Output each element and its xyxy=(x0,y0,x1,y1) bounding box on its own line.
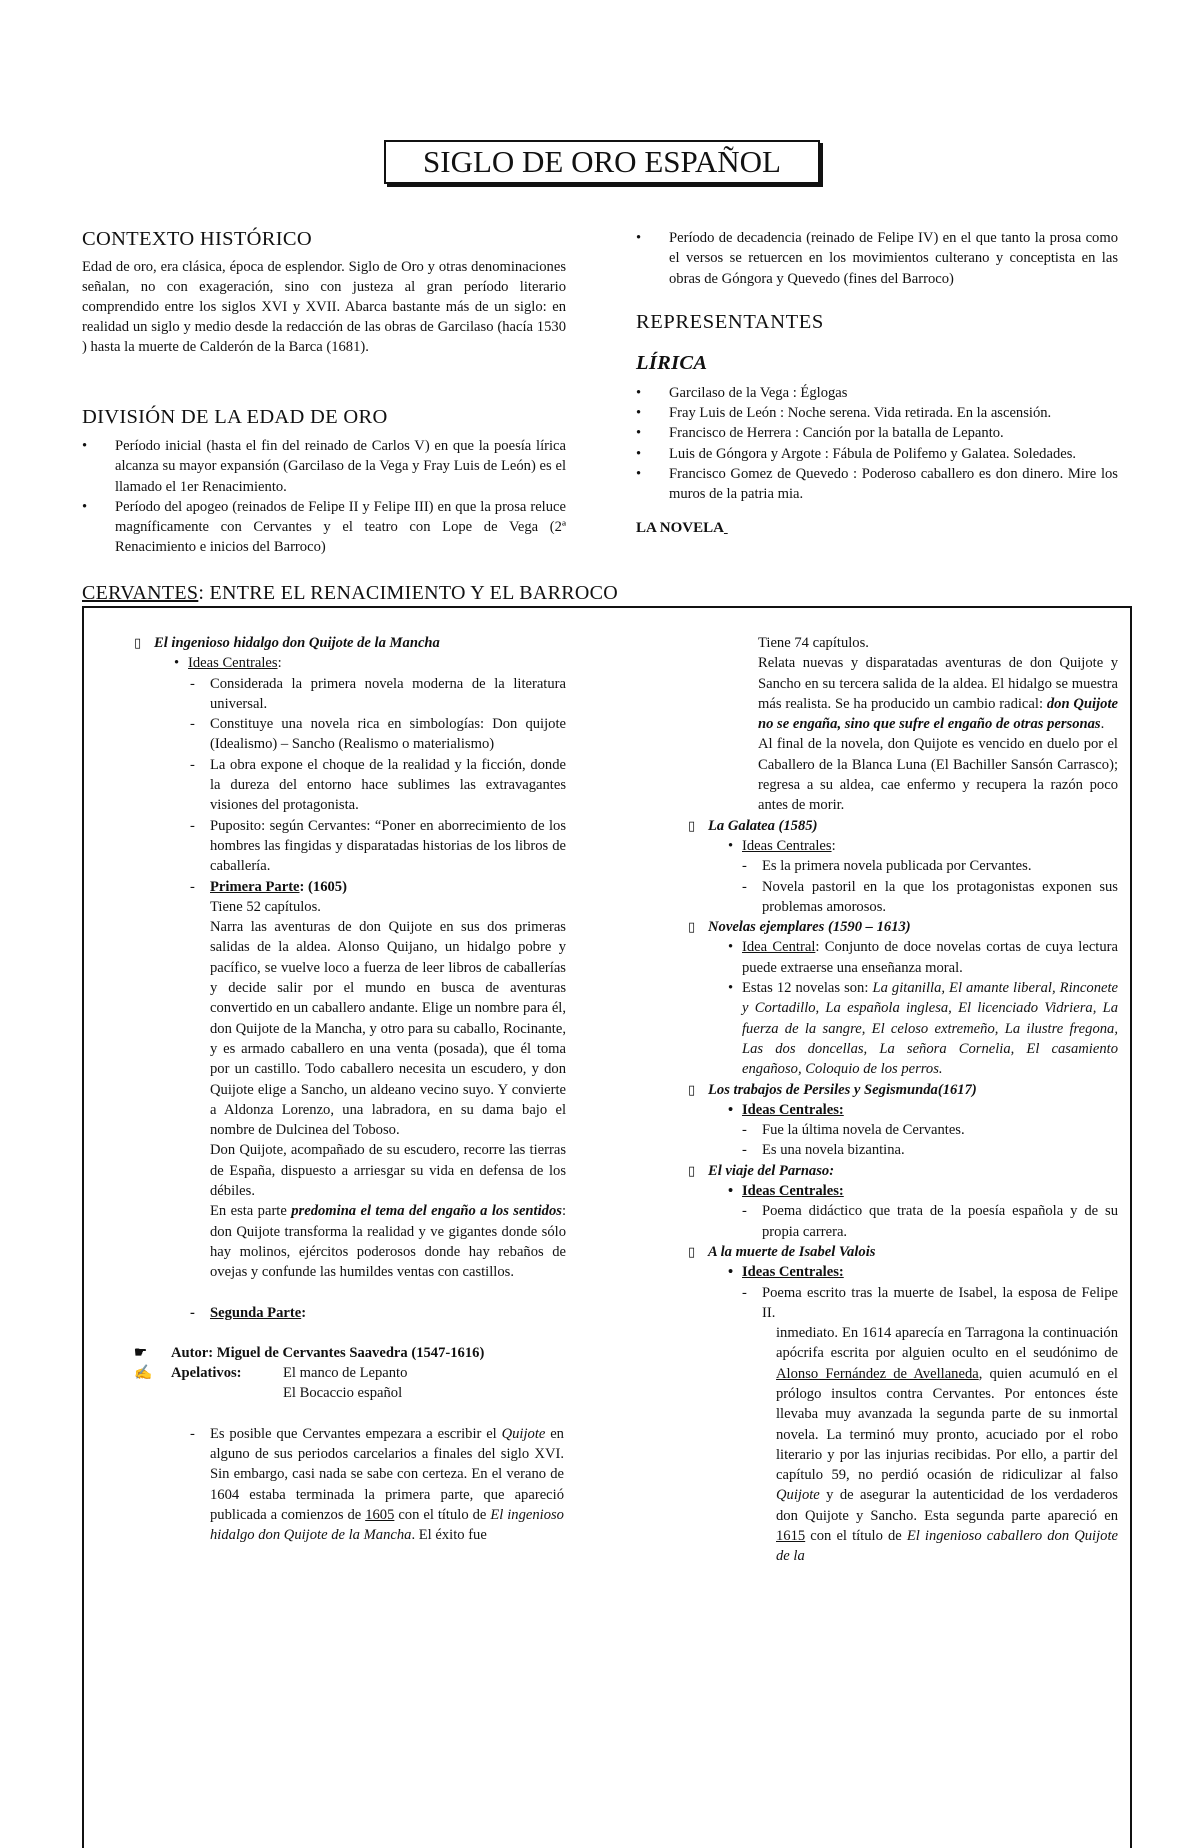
valois-ideas-label: • Ideas Centrales: xyxy=(724,1262,1118,1282)
lirica-item: • Luis de Góngora y Argote : Fábula de Polifemo y Galatea. Soledades. xyxy=(636,444,1118,464)
primera-parte: - Primera Parte: (1605) Tiene 52 capítulos. Narra las aventuras de don Quijote en sus dos primeras salidas de la aldea. Alonso Quijano, un hidalgo pobre y pacífico, se vuelve loco a fuerza de leer libros de caballerías y decide salir por el mundo en busca de aventuras convertido en un caballero andante. Elige un nombre para él, don Quijote de la Mancha, y otro para su caballo, Rocinante, y es armado caballero en una venta (posada), que él toma por un castillo. Todo caballero necesita un escudero, y don Quijote elige a Sancho, un aldeano vecino suyo. Y convierte a Aldonza Lorenzo, una labradora, en su dama bajo el nombre de Dulcinea del Toboso. Don Quijote, acompañado de su escudero, recorre las tierras de España, dispuesto a arriesgar su vida en defensa de los débiles. En esta parte predomina el tema del engaño a los sentidos: don Quijote transforma la realidad y ve gigantes donde sólo hay molinos, ejércitos poderosos donde hay rebaños de ovejas y confunde las humildes ventas con castillos. xyxy=(190,877,566,1283)
page-title: SIGLO DE ORO ESPAÑOL xyxy=(384,140,820,184)
right-top-column xyxy=(636,228,1118,538)
valois-item: - Poema escrito tras la muerte de Isabel, la esposa de Felipe II. xyxy=(742,1283,1118,1324)
galatea-item: - Novela pastoril en la que los protagonistas exponen sus problemas amorosos. xyxy=(742,877,1118,918)
persiles-item: - Es una novela bizantina. xyxy=(742,1140,1118,1160)
parnaso-title: ▯ El viaje del Parnaso: xyxy=(688,1161,1118,1181)
lirica-item: • Garcilaso de la Vega : Églogas xyxy=(636,383,1118,403)
division-item: • Período del apogeo (reinados de Felipe II y Felipe III) en que la prosa reluce magníficamente con Cervantes y el teatro con Lope de Vega (2ª Renacimiento e inicios del Barroco) xyxy=(82,497,566,558)
representantes-heading: REPRESENTANTES xyxy=(636,310,824,333)
lirica-item: • Francisco Gomez de Quevedo : Poderoso caballero es don dinero. Mire los muros de la patria mia. xyxy=(636,464,1118,505)
novela-heading: LA NOVELA xyxy=(636,519,724,536)
primera-text3: En esta parte predomina el tema del engaño a los sentidos: don Quijote transforma la realidad y ve gigantes donde sólo hay molinos, ejércitos poderosos donde hay rebaños de ovejas y confunde las humildes ventas con castillos. xyxy=(210,1203,566,1281)
galatea-title: ▯ La Galatea (1585) xyxy=(688,816,1118,836)
persiles-title: ▯ Los trabajos de Persiles y Segismunda(1617) xyxy=(688,1080,1118,1100)
quijote-idea: - La obra expone el choque de la realidad y la ficción, donde la dureza del entorno hace sublimes las extravagantes visiones del protagonista. xyxy=(190,755,566,816)
parnaso-item: - Poema didáctico que trata de la poesía española y de su propia carrera. xyxy=(742,1201,1118,1242)
quijote-ideas-list xyxy=(190,674,566,1323)
lirica-item: • Fray Luis de León : Noche serena. Vida retirada. En la ascensión. xyxy=(636,403,1118,423)
decadencia-item: • Período de decadencia (reinado de Felipe IV) en el que tanto la prosa como el versos se retuercen en los movimientos culterano y conceptista en las obras de Góngora y Quevedo (fines del Barroco) xyxy=(636,228,1118,289)
box-right-column xyxy=(688,633,1118,1567)
division-heading: DIVISIÓN DE LA EDAD DE ORO xyxy=(82,406,388,428)
quijote-title: ▯ El ingenioso hidalgo don Quijote de la Mancha xyxy=(134,633,566,653)
autor-line: ☛ Autor: Miguel de Cervantes Saavedra (1547-1616) xyxy=(134,1343,566,1363)
quijote-ideas-label: • Ideas Centrales: xyxy=(170,653,566,673)
galatea-list xyxy=(742,856,1118,917)
apelativo: El Bocaccio español xyxy=(283,1385,403,1402)
quijote-idea: - Considerada la primera novela moderna de la literatura universal. xyxy=(190,674,566,715)
quijote-idea: - Constituye una novela rica en simbologías: Don quijote (Idealismo) – Sancho (Realismo o materialismo) xyxy=(190,714,566,755)
lirica-heading: LÍRICA xyxy=(636,351,708,374)
lirica-item: • Francisco de Herrera : Canción por la batalla de Lepanto. xyxy=(636,423,1118,443)
ejemplares-title: ▯ Novelas ejemplares (1590 – 1613) xyxy=(688,917,1118,937)
valois-title: ▯ A la muerte de Isabel Valois xyxy=(688,1242,1118,1262)
parnaso-ideas-label: • Ideas Centrales: xyxy=(724,1181,1118,1201)
ejemplares-list: • Estas 12 novelas son: La gitanilla, El amante liberal, Rinconete y Cortadillo, La española inglesa, El licenciado Vidriera, La fuerza de la sangre, El celoso extremeño, La ilustre fregona, Las dos doncellas, La señora Cornelia, El casamiento engañoso, Coloquio de los perros. xyxy=(724,978,1118,1079)
ejemplares-idea: • Idea Central: Conjunto de doce novelas cortas de cuya lectura puede extraerse una enseñanza moral. xyxy=(724,937,1118,978)
primera-text: Narra las aventuras de don Quijote en sus dos primeras salidas de la aldea. Alonso Quijano, un hidalgo pobre y pacífico, se vuelve loco a fuerza de leer libros de caballerías y decide salir por el mundo en busca de aventuras convertido en un caballero andante. Elige un nombre para él, don Quijote de la Mancha, y otro para su caballo, Rocinante, y es armado caballero en una venta (posada), que él toma por un castillo. Todo caballero necesita un escudero, y don Quijote elige a Sancho, un aldeano vecino suyo. Y convierte a Aldonza Lorenzo, una labradora, en su dama bajo el nombre de Dulcinea del Toboso. xyxy=(210,919,566,1139)
segunda-caps: Tiene 74 capítulos. xyxy=(758,635,869,651)
box-left-column xyxy=(134,633,566,1545)
hand-pointing-icon: ☛ xyxy=(134,1344,148,1361)
hand-writing-icon: ✍ xyxy=(134,1365,153,1382)
bio-paragraph: - Es posible que Cervantes empezara a escribir el Quijote en alguno de sus periodos carcelarios a finales del siglo XVI. Sin embargo, casi nada se sabe con certeza. En el verano de 1604 estaba terminada la primera parte, que apareció publicada a comienzos de 1605 con el título de El ingenioso hidalgo don Quijote de la Mancha. El éxito fue xyxy=(190,1424,564,1546)
parnaso-list xyxy=(742,1201,1118,1242)
segunda-parte-content xyxy=(758,633,1118,816)
contexto-heading: CONTEXTO HISTÓRICO xyxy=(82,228,312,250)
quijote-idea: - Puposito: según Cervantes: “Poner en aborrecimiento de los hombres las fingidas y disparatadas historias de los libros de caballería. xyxy=(190,816,566,877)
segunda-text: Relata nuevas y disparatadas aventuras de don Quijote y Sancho en su tercera salida de la aldea. El hidalgo se muestra más realista. Se ha producido un cambio radical: don Quijote no se engaña, sino que sufre el engaño de otras personas. xyxy=(758,655,1118,733)
apelativo: El manco de Lepanto xyxy=(283,1365,408,1382)
galatea-item: - Es la primera novela publicada por Cervantes. xyxy=(742,856,1118,876)
cervantes-heading: CERVANTES: ENTRE EL RENACIMIENTO Y EL BARROCO xyxy=(82,582,618,604)
persiles-list xyxy=(742,1120,1118,1161)
apelativos-line: ✍ Apelativos: El manco de Lepanto El Bocaccio español xyxy=(134,1363,566,1404)
contexto-section xyxy=(82,228,566,357)
persiles-ideas-label: • Ideas Centrales: xyxy=(724,1100,1118,1120)
division-item: • Período inicial (hasta el fin del reinado de Carlos V) en que la poesía lírica alcanza su mayor expansión (Garcilaso de la Vega y Fray Luis de León) es el llamado el 1er Renacimiento. xyxy=(82,436,566,497)
decadencia-list xyxy=(636,228,1118,289)
galatea-ideas-label: • Ideas Centrales: xyxy=(724,836,1118,856)
segunda-parte-label: - Segunda Parte: xyxy=(190,1303,566,1323)
division-list xyxy=(82,436,566,558)
valois-list xyxy=(742,1283,1118,1324)
lirica-list xyxy=(636,383,1118,505)
contexto-text: Edad de oro, era clásica, época de esplendor. Siglo de Oro y otras denominaciones señalan, no con exageración, sino con justeza al gran período literario comprendido entre los siglos XVI y XVII. Abarca bastante más de un siglo: en realidad un siglo y medio desde la redacción de las obras de Garcilaso (hacía 1530 ) hasta la muerte de Calderón de la Barca (1681). xyxy=(82,259,566,355)
bio-continuation: inmediato. En 1614 aparecía en Tarragona la continuación apócrifa escrita por alguien oculto en el seudónimo de Alonso Fernández de Avellaneda, quien acumuló en el prólogo insultos contra Cervantes. Por entonces éste llevaba muy avanzada la segunda parte de su inmortal novela. La terminó muy pronto, acuciado por el robo literario y por las injurias recibidas. Por ello, a partir del capítulo 59, no perdió ocasión de ridiculizar al falso Quijote y de asegurar la autenticidad de los verdaderos don Quijote y Sancho. Esta segunda parte apareció en 1615 con el título de El ingenioso caballero don Quijote de la xyxy=(776,1325,1118,1565)
segunda-text2: Al final de la novela, don Quijote es vencido en duelo por el Caballero de la Blanca Luna (El Bachiller Sansón Carrasco); regresa a su aldea, cae enfermo y recupera la razón poco antes de morir. xyxy=(758,736,1118,814)
primera-caps: Tiene 52 capítulos. xyxy=(210,898,321,915)
primera-text2: Don Quijote, acompañado de su escudero, recorre las tierras de España, dispuesto a arriesgar su vida en defensa de los débiles. xyxy=(210,1142,566,1200)
persiles-item: - Fue la última novela de Cervantes. xyxy=(742,1120,1118,1140)
division-section xyxy=(82,406,566,558)
